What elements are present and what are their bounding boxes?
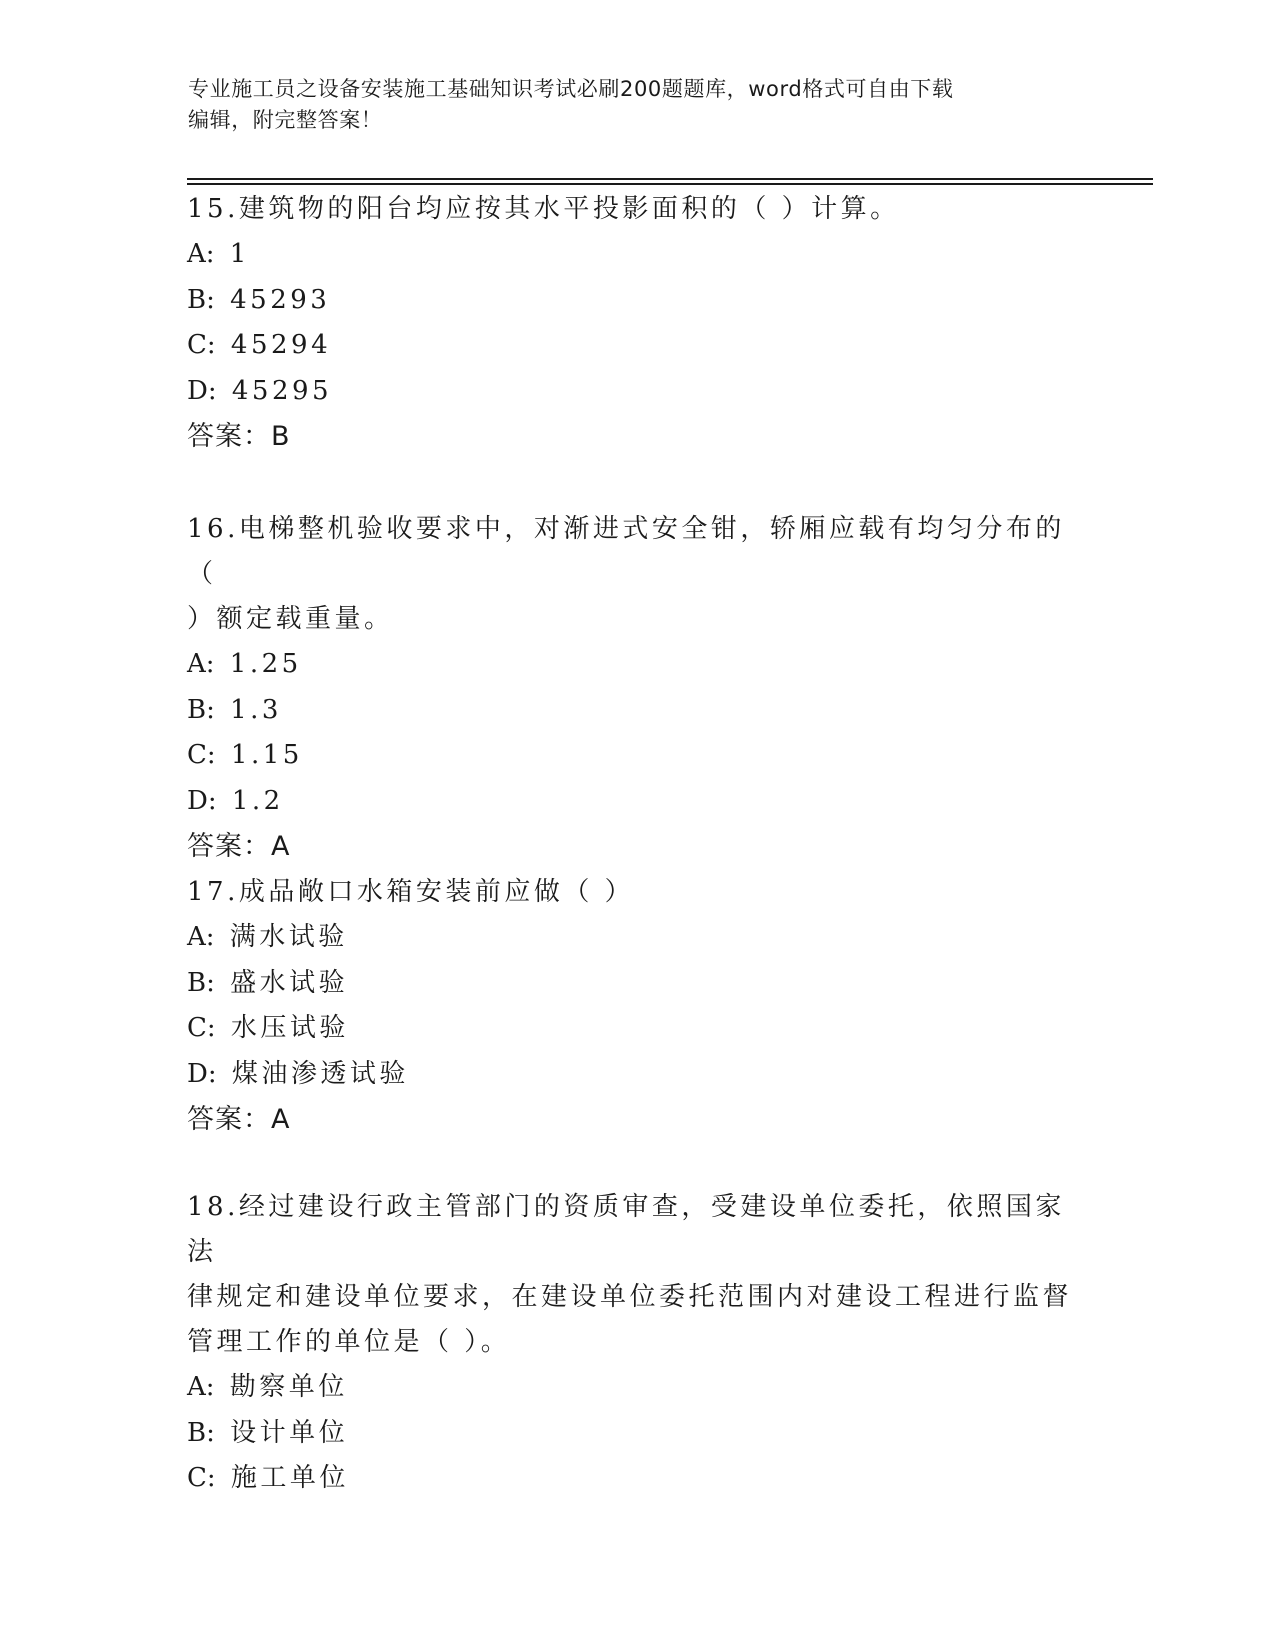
option-letter: A [187, 649, 206, 679]
option-text: 1.25 [229, 649, 302, 679]
option-separator: : [206, 330, 220, 360]
option-text: 勘察单位 [229, 1372, 348, 1402]
option-c [187, 733, 1077, 779]
question-stem-line: 管理工作的单位是（ ）。 [187, 1327, 511, 1357]
option-separator: : [206, 284, 219, 315]
answer-label: 答案：B [187, 421, 291, 452]
option-letter: D [187, 375, 208, 406]
question-18 [187, 1185, 1077, 1502]
option-text: 1.15 [230, 740, 303, 770]
option-text: 1 [229, 239, 250, 269]
header-line-2: 编辑，附完整答案！ [188, 108, 383, 132]
option-text: 满水试验 [229, 922, 348, 952]
header-divider-top [187, 178, 1153, 180]
option-b [187, 688, 1077, 734]
option-text: 设计单位 [230, 1417, 349, 1448]
question-stem-line: 律规定和建设单位要求，在建设单位委托范围内对建设工程进行监督 [187, 1282, 1073, 1312]
option-d [187, 779, 1077, 825]
option-separator: : [206, 740, 220, 770]
question-stem: 17.成品敞口水箱安装前应做（ ） [187, 877, 635, 907]
option-c [187, 323, 1077, 369]
option-separator: : [206, 1013, 220, 1043]
option-text: 盛水试验 [230, 967, 349, 998]
option-letter: A [187, 239, 206, 269]
option-separator: : [205, 922, 219, 952]
option-separator: : [207, 785, 221, 816]
question-16 [187, 507, 1077, 869]
question-stem-line: 18.经过建设行政主管部门的资质审查，受建设单位委托，依照国家法 [187, 1192, 1065, 1267]
option-text: 45293 [230, 284, 331, 315]
option-separator: : [207, 1058, 221, 1089]
header-divider-bottom [187, 183, 1153, 185]
option-text: 水压试验 [230, 1013, 349, 1043]
option-separator: : [206, 1463, 220, 1493]
option-letter: C [187, 740, 207, 770]
option-text: 45294 [230, 330, 332, 360]
option-text: 煤油渗透试验 [231, 1058, 409, 1089]
option-text: 1.2 [231, 785, 284, 816]
header-line-1: 专业施工员之设备安装施工基础知识考试必刷200题题库，word格式可自由下载 [188, 77, 954, 101]
question-stem-line: ）额定载重量。 [187, 604, 394, 634]
option-a [187, 1365, 1077, 1411]
option-letter: C [187, 330, 207, 360]
option-a [187, 642, 1077, 688]
option-d [187, 1052, 1077, 1098]
option-d [187, 369, 1077, 415]
option-text: 45295 [231, 375, 333, 406]
option-letter: D [187, 785, 208, 816]
option-a [187, 915, 1077, 961]
option-separator: : [206, 1417, 219, 1448]
answer-label: 答案：A [187, 1104, 291, 1135]
option-letter: B [187, 694, 207, 725]
option-b [187, 278, 1077, 324]
option-c [187, 1006, 1077, 1052]
question-15 [187, 187, 1077, 459]
option-letter: C [187, 1013, 207, 1043]
option-letter: A [187, 1372, 206, 1402]
option-separator: : [206, 694, 219, 725]
option-letter: B [187, 1417, 207, 1448]
option-b [187, 1411, 1077, 1457]
document-header [188, 74, 1068, 136]
option-separator: : [207, 375, 221, 406]
option-c [187, 1456, 1077, 1502]
option-text: 1.3 [230, 694, 282, 725]
option-letter: B [187, 967, 207, 998]
option-letter: B [187, 284, 207, 315]
option-a [187, 232, 1077, 278]
question-17 [187, 870, 1077, 1142]
option-text: 施工单位 [230, 1463, 349, 1493]
answer-label: 答案：A [187, 831, 291, 862]
question-stem: 15.建筑物的阳台均应按其水平投影面积的（ ）计算。 [187, 194, 900, 224]
option-letter: A [187, 922, 206, 952]
option-separator: : [205, 1372, 219, 1402]
question-stem-line: 16.电梯整机验收要求中，对渐进式安全钳，轿厢应载有均匀分布的（ [187, 514, 1065, 589]
option-separator: : [206, 967, 219, 998]
option-letter: C [187, 1463, 207, 1493]
option-separator: : [205, 239, 219, 269]
option-separator: : [205, 649, 219, 679]
option-letter: D [187, 1058, 208, 1089]
option-b [187, 961, 1077, 1007]
